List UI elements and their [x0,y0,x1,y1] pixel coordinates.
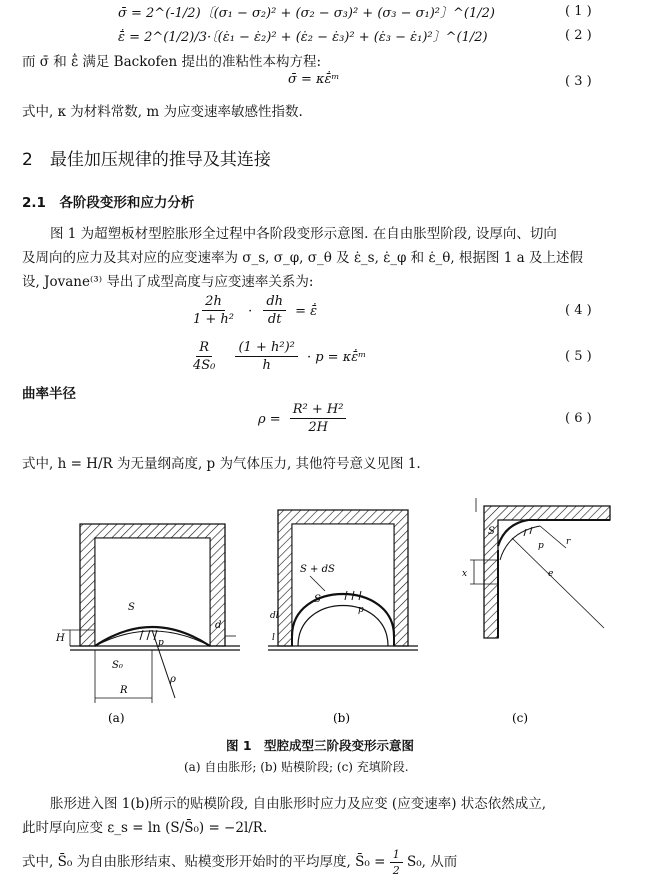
text-after-eq3: 式中, κ 为材料常数, m 为应变速率敏感性指数. [22,104,303,120]
label-c-S: S [488,526,495,537]
label-b-p: p [358,605,364,615]
half-denominator: 2 [392,864,400,877]
figure-label-b: (b) [333,711,351,725]
text-after-eq6: 式中, h = H/R 为无量纲高度, p 为气体压力, 其他符号意义见图 1. [22,456,421,472]
label-c-p: p [538,541,544,551]
figure-label-c: (c) [512,711,529,725]
figure-1 [0,488,664,743]
figure-subcaption: (a) 自由胀形; (b) 贴模阶段; (c) 充填阶段. [184,760,409,774]
eq4-fraction-1 [190,294,237,327]
equation-4 [190,294,317,327]
eq5-fraction-1 [190,340,218,373]
equation-2: ε̄̇ = 2^(1/2)/3·〔(ε̇₁ − ε̇₂)² + (ε̇₂ − ε̇₃)² + (ε̇₃ − ε̇₁)²〕^(1/2) [118,30,488,45]
label-b-l: l [272,633,275,643]
last-line-pre: 式中, S̄₀ 为自由胀形结束、贴模变形开始时的平均厚度, S̄₀ = [22,854,386,870]
label-b-SdS: S + dS [300,564,335,575]
label-c-r: r [566,537,571,547]
label-c-x: x [462,569,468,579]
equation-3-number: ( 3 ) [565,74,592,89]
half-numerator: 1 [390,848,403,863]
label-a-H: H [56,633,65,644]
eq4-fraction-2 [263,294,286,327]
paragraph-2-line-1: 胀形进入图 1(b)所示的贴模阶段, 自由胀形时应力及应变 (应变速率) 状态依然成立, [50,796,547,812]
label-c-e: e [548,569,554,579]
figure-1c [462,498,610,638]
paragraph-2-line-2: 此时厚向应变 ε_s = ln (S/S̄₀) = −2l/R. [22,820,268,836]
eq4-dot: · [248,304,253,319]
equation-1: σ̄ = 2^(-1/2)〔(σ₁ − σ₂)² + (σ₂ − σ₃)² + (σ₃ − σ₁)²〕^(1/2) [118,6,495,21]
eq4-dt: dt [267,312,282,327]
eq6-lhs: ρ = [258,412,281,427]
diag-line-c [512,538,604,628]
equation-3: σ̄ = κε̄̇ᵐ [288,72,340,87]
subsection-title: 2.1 各阶段变形和应力分析 [22,195,195,211]
text-after-eq2: 而 σ̄ 和 ε̄̇ 满足 Backofen 提出的准粘性本构方程: [22,54,322,70]
eq6-numerator: R² + H² [290,402,347,419]
label-a-rho: ρ [170,674,176,685]
figure-1a [55,524,240,703]
last-line-post: S₀, 从而 [406,854,458,870]
die-cavity-a [95,538,210,646]
eq5-numerator: (1 + h²)² [235,340,297,357]
eq5-fraction-2 [235,340,297,373]
figure-label-a: (a) [108,711,125,725]
label-a-d: d [215,620,222,631]
eq5-4S0: 4S₀ [193,358,216,373]
figure-caption: 图 1 型腔成型三阶段变形示意图 [226,738,415,753]
eq4-denominator: 1 + h² [193,312,235,327]
paragraph-1-line-2: 及周向的应力及其对应的应变速率为 σ_s, σ_φ, σ_θ 及 ε̇_s, ε̇_φ 和 ε̇_θ, 根据图 1 a 及上述假 [22,250,583,266]
curvature-label: 曲率半径 [22,386,76,402]
equation-6-number: ( 6 ) [565,411,592,426]
eq6-denominator: 2H [308,420,328,435]
label-a-R: R [120,685,128,696]
die-cavity-b [292,524,394,646]
label-a-p: p [158,638,164,648]
equation-2-number: ( 2 ) [565,28,592,43]
eq4-rhs: = ε̄̇ [295,304,318,319]
label-a-S: S [128,602,135,613]
equation-5-number: ( 5 ) [565,349,592,364]
half-fraction [390,848,403,877]
equation-4-number: ( 4 ) [565,303,592,318]
paragraph-1-line-1: 图 1 为超塑板材型腔胀形全过程中各阶段变形示意图. 在自由胀型阶段, 设厚向、切向 [50,226,557,242]
label-b-dl: dl [270,611,279,621]
eq4-dh: dh [263,294,286,311]
r-line-c [540,526,566,548]
equation-6 [258,402,346,435]
last-line [22,848,457,877]
figure-1b [268,510,418,650]
eq4-numerator: 2h [202,294,225,311]
equation-1-number: ( 1 ) [565,4,592,19]
paragraph-1-line-3: 设, Jovane⁽³⁾ 导出了成型高度与应变速率关系为: [22,274,314,290]
label-a-S0: S₀ [112,660,123,671]
equation-5 [190,340,366,373]
eq6-fraction [290,402,347,435]
eq5-R: R [196,340,212,357]
label-b-S: S [314,594,321,605]
eq5-rhs: · p = κε̄̇ᵐ [306,350,367,365]
section-title: 2 最佳加压规律的推导及其连接 [22,150,271,170]
eq5-h: h [262,358,271,373]
fill-arc-c [498,520,528,546]
